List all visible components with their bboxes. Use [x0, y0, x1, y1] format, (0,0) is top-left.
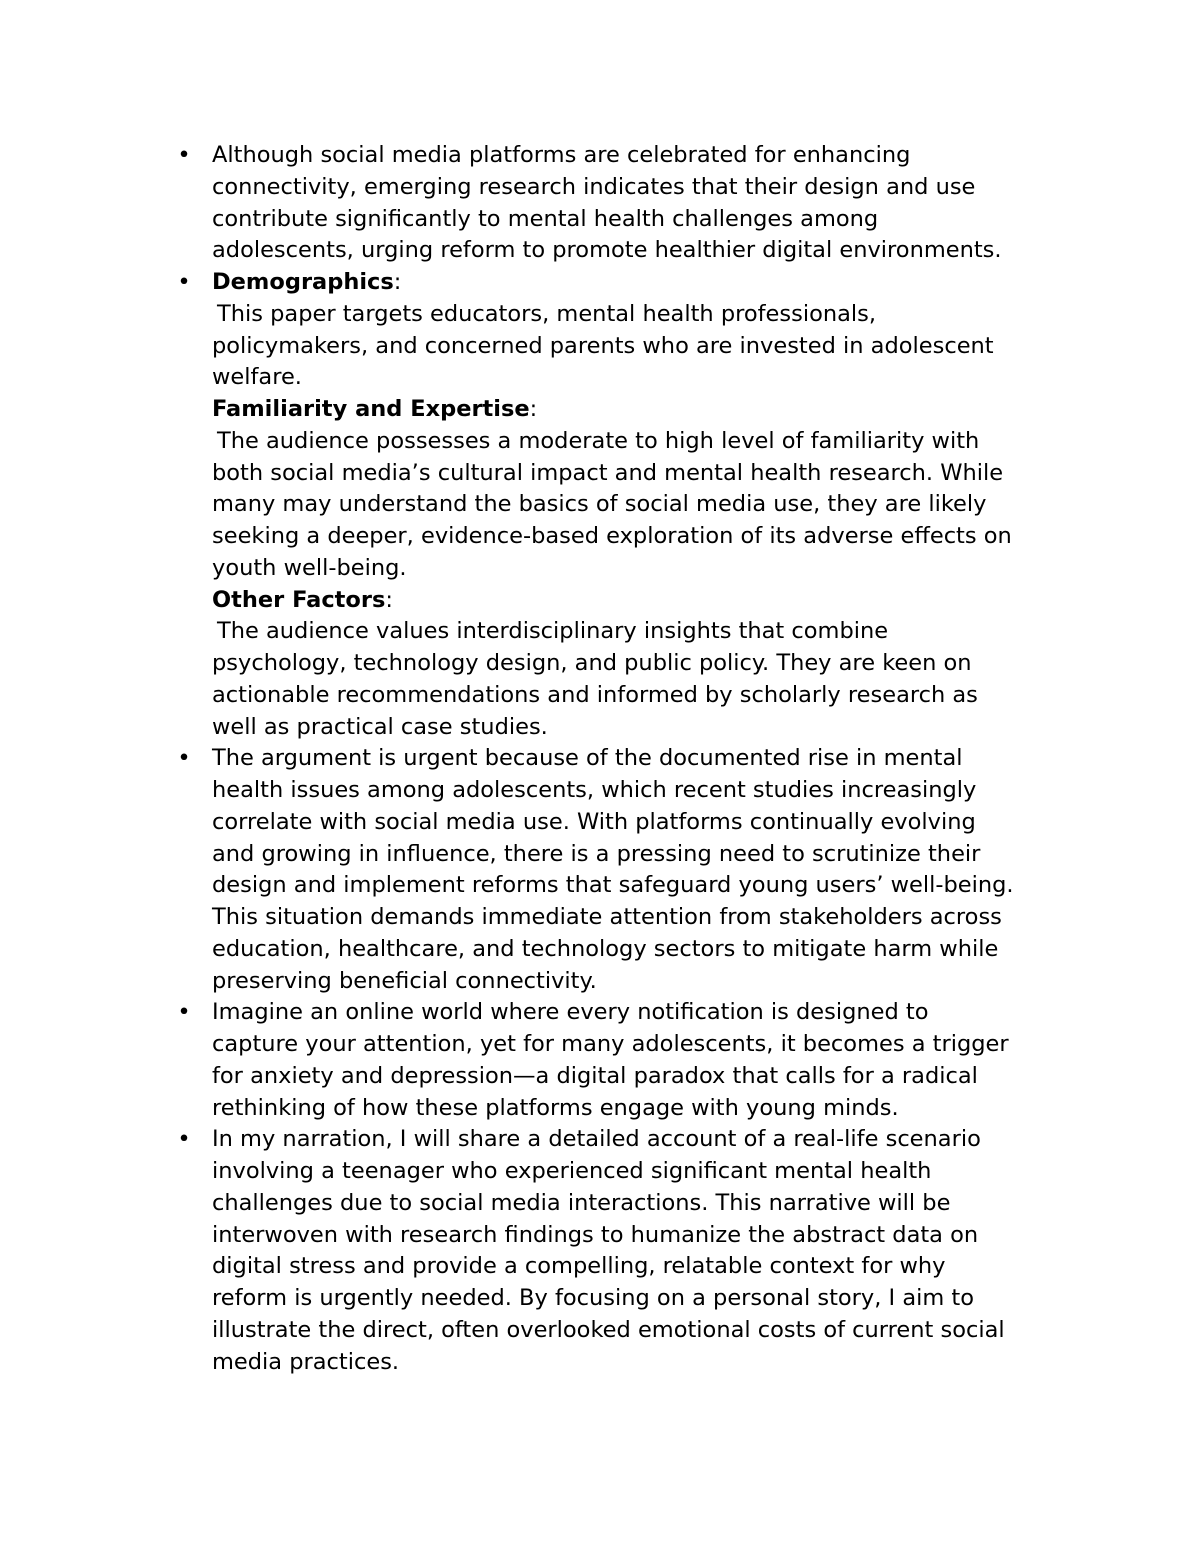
bullet-icon: • [177, 1126, 191, 1153]
list-item-audience [177, 267, 1072, 743]
section-heading: Other Factors [212, 586, 386, 613]
heading-colon: : [529, 396, 538, 422]
section-heading: Familiarity and Expertise [212, 396, 530, 422]
text-line: education, healthcare, and technology sectors to mitigate harm while [212, 935, 999, 962]
text-line: for anxiety and depression—a digital paradox that calls for a radical [212, 1062, 978, 1089]
text-line: preserving beneficial connectivity. [212, 967, 597, 994]
heading-colon: : [393, 269, 402, 295]
bullet-icon: • [177, 999, 191, 1026]
text-line: involving a teenager who experienced significant mental health [212, 1158, 932, 1184]
text-line: connectivity, emerging research indicates that their design and use [212, 173, 976, 200]
section-heading-line [212, 267, 1072, 299]
text-line: youth well-being. [212, 554, 407, 581]
list-item-narration [177, 1124, 1072, 1378]
list-item-thesis [177, 140, 1072, 267]
text-line: actionable recommendations and informed by scholarly research as [212, 681, 978, 708]
text-line: policymakers, and concerned parents who are invested in adolescent [212, 332, 994, 359]
text-line: correlate with social media use. With platforms continually evolving [212, 808, 976, 835]
text-line: adolescents, urging reform to promote healthier digital environments. [212, 237, 1002, 264]
bullet-icon: • [177, 269, 191, 295]
text-line: well as practical case studies. [212, 713, 548, 740]
bullet-list [177, 140, 1072, 1378]
text-line: both social media’s cultural impact and mental health research. While [212, 459, 1004, 486]
text-line: In my narration, I will share a detailed account of a real-life scenario [212, 1126, 981, 1153]
text-line: design and implement reforms that safeguard young users’ well-being. [212, 872, 1014, 899]
section-heading-line [212, 394, 1072, 426]
text-line: media practices. [212, 1348, 400, 1375]
text-line: illustrate the direct, often overlooked emotional costs of current social [212, 1316, 1005, 1343]
bullet-icon: • [177, 142, 191, 168]
bullet-icon: • [177, 745, 191, 772]
text-line: contribute significantly to mental health challenges among [212, 205, 879, 232]
text-line: Although social media platforms are celebrated for enhancing [212, 142, 911, 168]
text-line: This paper targets educators, mental health professionals, [217, 300, 877, 327]
text-line: The audience possesses a moderate to high level of familiarity with [217, 427, 980, 454]
text-line: The audience values interdisciplinary insights that combine [217, 618, 889, 645]
text-line: reform is urgently needed. By focusing on a personal story, I aim to [212, 1285, 975, 1311]
text-line: interwoven with research findings to humanize the abstract data on [212, 1221, 979, 1248]
text-line: rethinking of how these platforms engage with young minds. [212, 1094, 899, 1121]
list-item-urgency [177, 743, 1072, 997]
text-line: This situation demands immediate attention from stakeholders across [212, 904, 1002, 930]
text-line: psychology, technology design, and public policy. They are keen on [212, 650, 972, 676]
text-line: digital stress and provide a compelling, relatable context for why [212, 1253, 946, 1280]
text-line: capture your attention, yet for many adolescents, it becomes a trigger [212, 1031, 1009, 1057]
text-line: many may understand the basics of social media use, they are likely [212, 491, 987, 518]
list-item-hook [177, 997, 1072, 1124]
text-line: welfare. [212, 364, 302, 391]
text-line: health issues among adolescents, which recent studies increasingly [212, 777, 977, 803]
text-line: and growing in influence, there is a pressing need to scrutinize their [212, 840, 981, 867]
section-heading-line [212, 585, 1072, 617]
text-line: Imagine an online world where every notification is designed to [212, 999, 929, 1026]
section-heading: Demographics [212, 269, 394, 295]
text-line: seeking a deeper, evidence-based exploration of its adverse effects on [212, 523, 1012, 549]
text-line: The argument is urgent because of the documented rise in mental [212, 745, 963, 772]
text-line: challenges due to social media interactions. This narrative will be [212, 1189, 951, 1216]
heading-colon: : [385, 586, 393, 613]
